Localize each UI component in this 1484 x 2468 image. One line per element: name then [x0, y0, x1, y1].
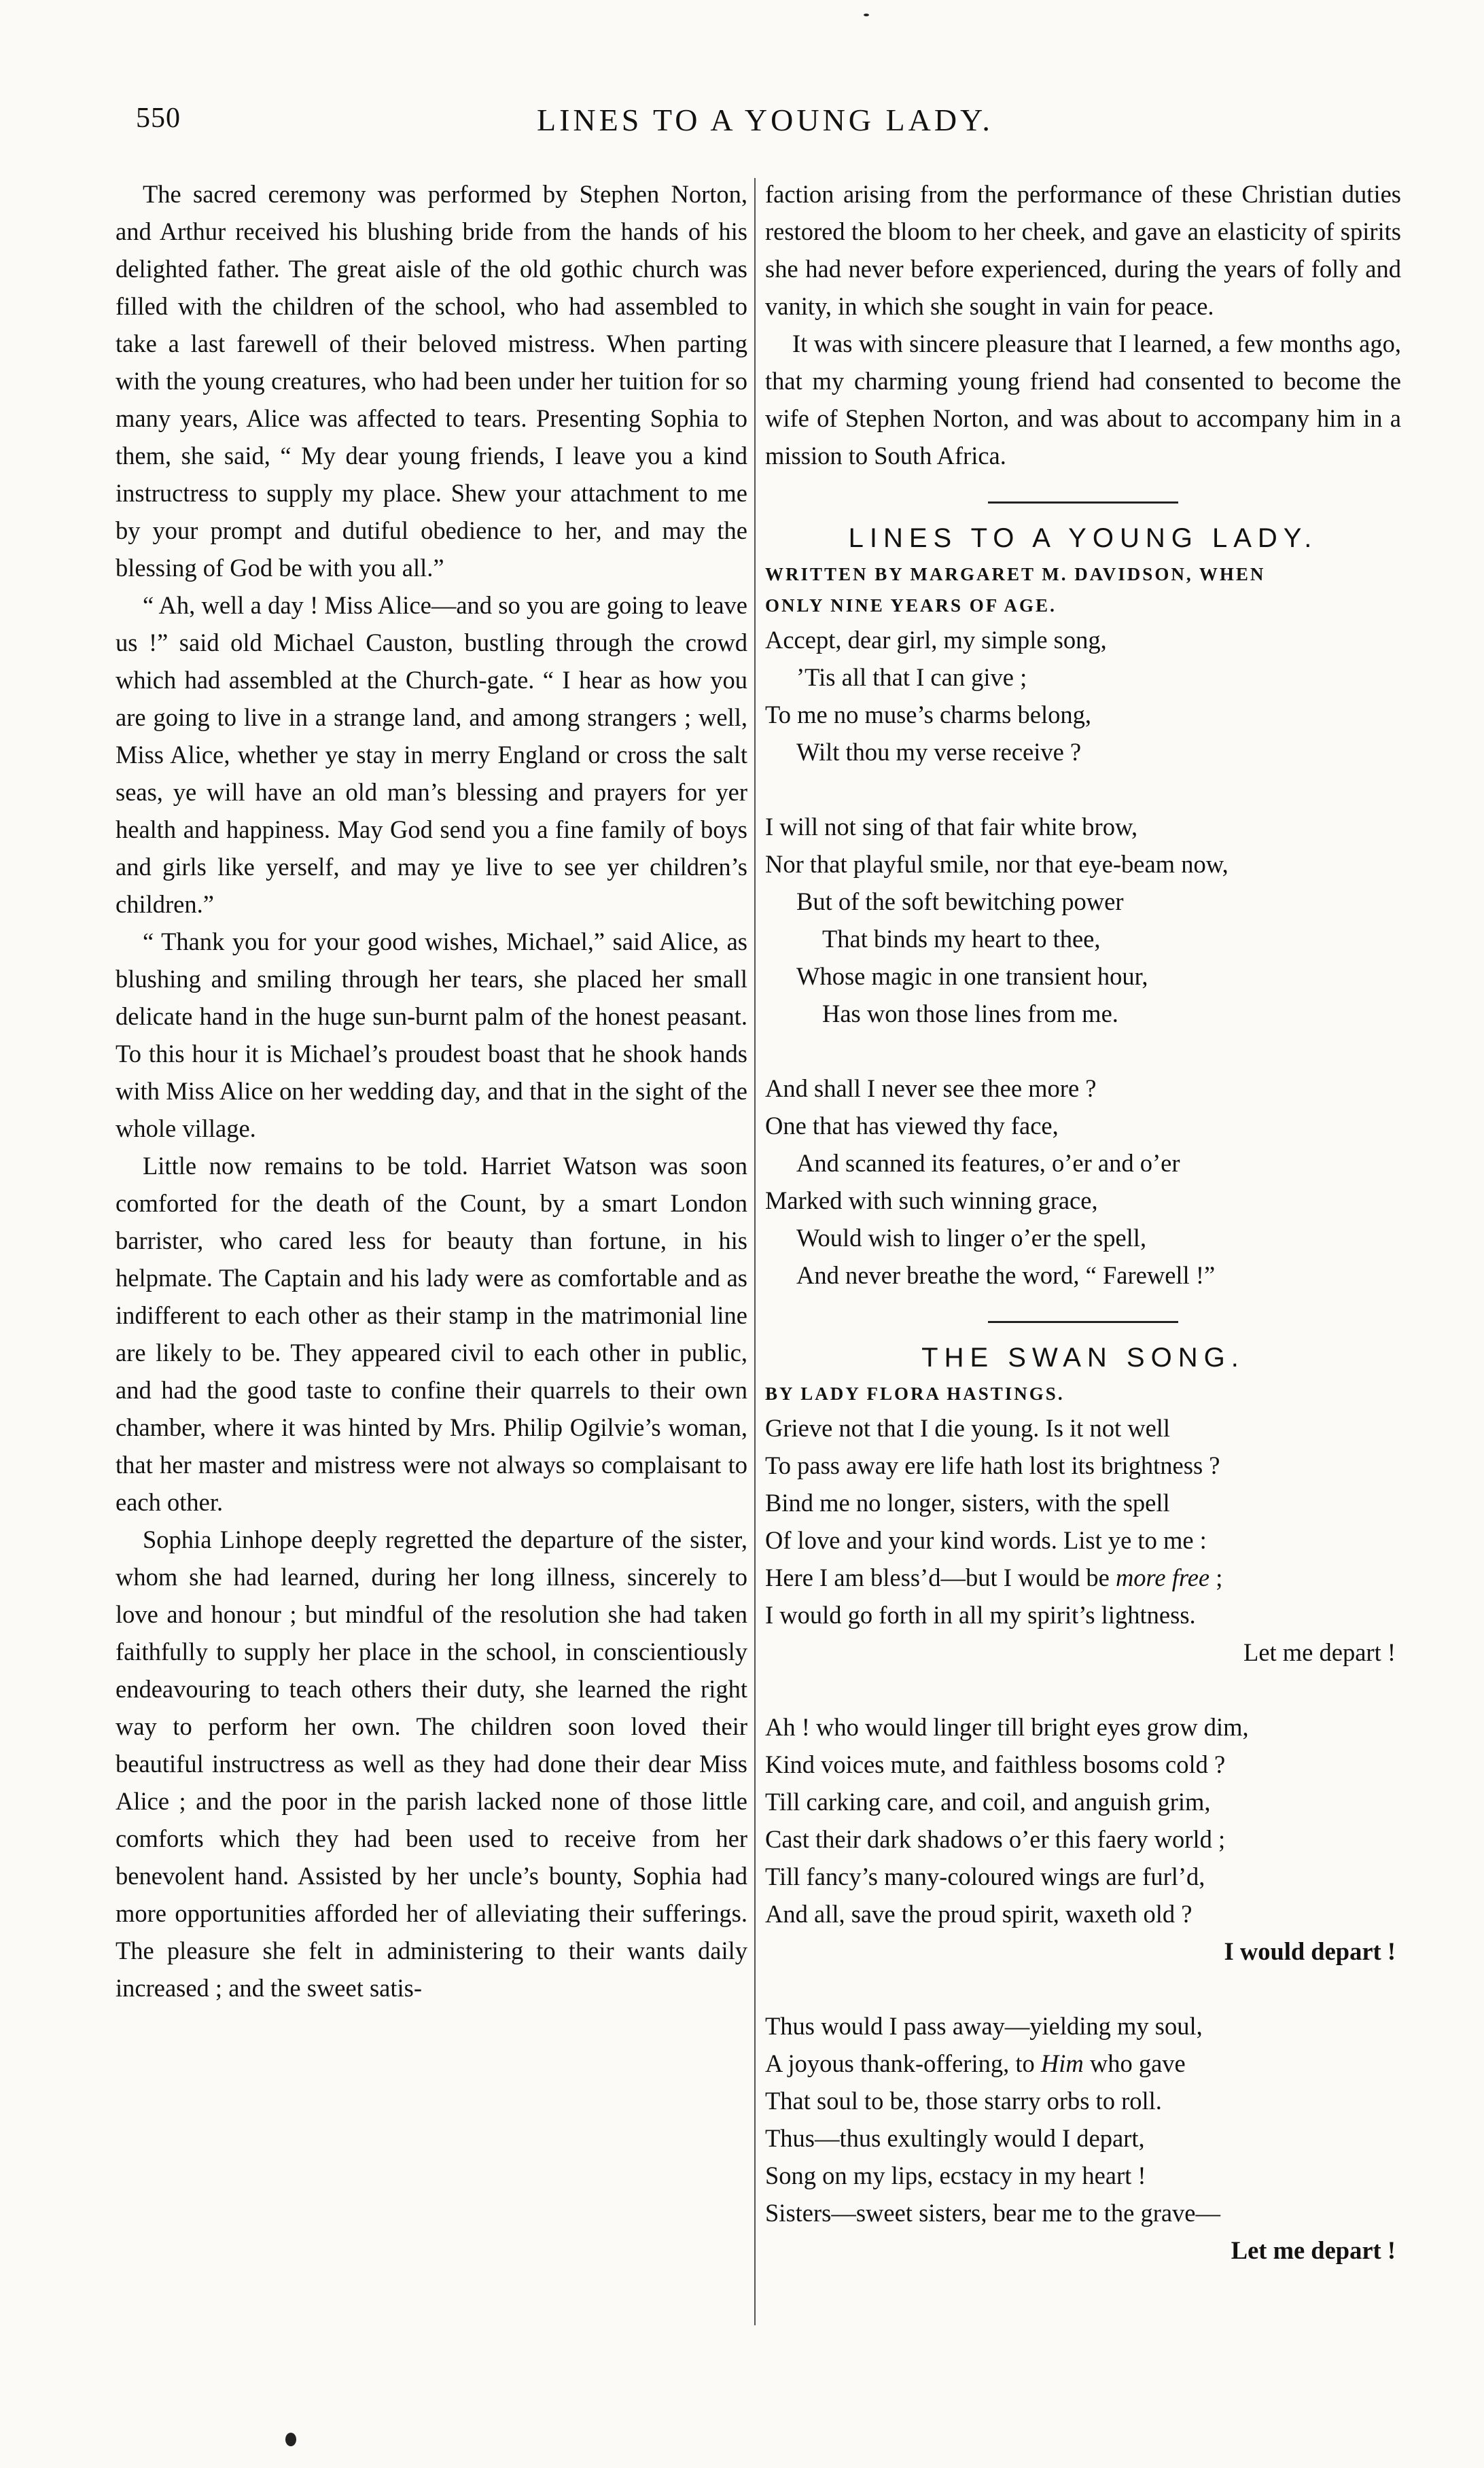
- ink-speck: [285, 2433, 296, 2446]
- poem-line: And shall I never see thee more ?: [765, 1074, 1097, 1102]
- poem-line-text: Here I am bless’d—but I would be: [765, 1564, 1110, 1591]
- poem-line: ’Tis all that I can give ;: [796, 663, 1027, 691]
- poem-line: Song on my lips, ecstacy in my heart !: [765, 2162, 1146, 2189]
- poem-line: That soul to be, those starry orbs to roll.: [765, 2087, 1162, 2115]
- poem-line: Whose magic in one transient hour,: [796, 962, 1148, 990]
- paragraph: Little now remains to be told. Harriet Watson was soon comforted for the death of the Count, by a smart London barrister, who cared less for beauty than fortune, in his helpmate. The Captain and his lady were as comfortable and as indifferent to each other as their stamp in the matrimonial line are likely to be. They appeared civil to each other in public, and had the good taste to confine their quarrels to their own chamber, where it was hinted by Mrs. Philip Ogilvie’s woman, that her master and mistress were not always so complaisant to each other.: [116, 1152, 747, 1516]
- poem-stanza: [765, 2007, 1401, 2269]
- paragraph: It was with sincere pleasure that I learned, a few months ago, that my charming young friend had consented to become the wife of Stephen Norton, and was about to accompany him in a mission to South Africa.: [765, 330, 1401, 470]
- poem-line: And scanned its features, o’er and o’er: [796, 1149, 1180, 1177]
- poem-line: Of love and your kind words. List ye to me :: [765, 1526, 1207, 1554]
- paragraph-continuation: faction arising from the performance of these Christian duties restored the bloom to her cheek, and gave an elasticity of spirits she had never before experienced, during the years of folly and vanity, in which she sought in vain for peace.: [765, 180, 1401, 320]
- poem-title: THE SWAN SONG.: [921, 1343, 1245, 1373]
- poem-line: Kind voices mute, and faithless bosoms cold ?: [765, 1750, 1226, 1778]
- poem-line: Wilt thou my verse receive ?: [796, 738, 1082, 766]
- poem-line: Cast their dark shadows o’er this faery world ;: [765, 1825, 1226, 1853]
- poem-stanza: [765, 1070, 1401, 1294]
- poem-refrain: Let me depart !: [1243, 1638, 1396, 1666]
- poem-stanza: [765, 1409, 1401, 1671]
- poem-line: Has won those lines from me.: [822, 1000, 1118, 1027]
- poem-line: Till fancy’s many-coloured wings are furl’d,: [765, 1863, 1205, 1890]
- poem-line: That binds my heart to thee,: [822, 925, 1101, 953]
- poem-line: Thus would I pass away—yielding my soul,: [765, 2012, 1203, 2040]
- poem-stanza: [765, 808, 1401, 1032]
- poem-line: One that has viewed thy face,: [765, 1112, 1059, 1140]
- left-column: [116, 175, 747, 2007]
- poem-line: Would wish to linger o’er the spell,: [796, 1224, 1147, 1252]
- poem-refrain: Let me depart !: [1231, 2236, 1396, 2264]
- poem-line: And all, save the proud spirit, waxeth old ?: [765, 1900, 1192, 1928]
- ink-speck: [864, 14, 869, 16]
- poem-line: Nor that playful smile, nor that eye-beam now,: [765, 850, 1229, 878]
- poem-line-text: who gave: [1083, 2049, 1186, 2077]
- page-number: 550: [136, 103, 181, 134]
- poem-line: And never breathe the word, “ Farewell !”: [796, 1261, 1216, 1289]
- poem-line-text: ;: [1209, 1564, 1223, 1591]
- paragraph: The sacred ceremony was performed by Stephen Norton, and Arthur received his blushing bride from the hands of his delighted father. The great aisle of the old gothic church was filled with the children of the school, who had assembled to take a last farewell of their beloved mistress. When parting with the young creatures, who had been under her tuition for so many years, Alice was affected to tears. Presenting Sophia to them, she said, “ My dear young friends, I leave you a kind instructress to supply my place. Shew your attachment to me by your prompt and dutiful obedience to her, and may the blessing of God be with you all.”: [116, 180, 747, 582]
- poem-line: I will not sing of that fair white brow,: [765, 813, 1138, 841]
- poem-line: I would go forth in all my spirit’s lightness.: [765, 1601, 1196, 1629]
- poem-line: To pass away ere life hath lost its brightness ?: [765, 1451, 1220, 1479]
- poem-line: But of the soft bewitching power: [796, 887, 1124, 915]
- poem-byline-continued: ONLY NINE YEARS OF AGE.: [765, 595, 1057, 616]
- poem-line: Sisters—sweet sisters, bear me to the grave—: [765, 2199, 1221, 2227]
- poem-line: Thus—thus exultingly would I depart,: [765, 2124, 1145, 2152]
- poem-line: Ah ! who would linger till bright eyes grow dim,: [765, 1713, 1249, 1741]
- poem-line: Bind me no longer, sisters, with the spell: [765, 1489, 1170, 1517]
- poem-title: LINES TO A YOUNG LADY.: [848, 523, 1318, 553]
- poem-line: Accept, dear girl, my simple song,: [765, 626, 1107, 654]
- section-rule: [988, 501, 1178, 504]
- poem-refrain: I would depart !: [1224, 1937, 1396, 1965]
- poem-line: Grieve not that I die young. Is it not well: [765, 1414, 1171, 1442]
- poem-line: [765, 2045, 1401, 2082]
- paragraph: Sophia Linhope deeply regretted the departure of the sister, whom she had learned, during her long illness, sincerely to love and honour ; but mindful of the resolution she had taken faithfully to supply her place in the school, in conscientiously endeavouring to teach others their duty, she learned the right way to perform her own. The children soon loved their beautiful instructress as well as they had done their dear Miss Alice ; and the poor in the parish lacked none of those little comforts which they had been used to receive from her benevolent hand. Assisted by her uncle’s bounty, Sophia had more opportunities afforded her of alleviating their sufferings. The pleasure she felt in administering to their wants daily increased ; and the sweet satis-: [116, 1526, 747, 2002]
- poem-stanza: [765, 1708, 1401, 1970]
- poem-byline: BY LADY FLORA HASTINGS.: [765, 1383, 1065, 1404]
- poem-line: To me no muse’s charms belong,: [765, 701, 1091, 728]
- poem-line: Marked with such winning grace,: [765, 1186, 1098, 1214]
- poem-line: Till carking care, and coil, and anguish grim,: [765, 1788, 1211, 1816]
- right-column: [765, 175, 1401, 2269]
- column-divider: [754, 178, 756, 2325]
- emphasis: more free: [1115, 1564, 1210, 1591]
- poem-line-text: A joyous thank-offering, to: [765, 2049, 1041, 2077]
- poem-line: [765, 1559, 1401, 1596]
- poem-byline: WRITTEN BY MARGARET M. DAVIDSON, WHEN: [765, 564, 1266, 584]
- section-rule: [988, 1321, 1178, 1323]
- emphasis: Him: [1040, 2049, 1084, 2077]
- running-title: LINES TO A YOUNG LADY.: [537, 103, 993, 137]
- page-header: [136, 102, 1393, 156]
- paragraph: “ Thank you for your good wishes, Michael,” said Alice, as blushing and smiling through her tears, she placed her small delicate hand in the huge sun-burnt palm of the honest peasant. To this hour it is Michael’s proudest boast that he shook hands with Miss Alice on her wedding day, and that in the sight of the whole village.: [116, 928, 747, 1142]
- poem-stanza: [765, 621, 1401, 771]
- paragraph: “ Ah, well a day ! Miss Alice—and so you are going to leave us !” said old Michael Causton, bustling through the crowd which had assembled at the Church-gate. “ I hear as how you are going to live in a strange land, and among strangers ; well, Miss Alice, whether ye stay in merry England or cross the salt seas, ye will have an old man’s blessing and prayers for yer health and happiness. May God send you a fine family of boys and girls like yerself, and may ye live to see yer children’s children.”: [116, 591, 747, 918]
